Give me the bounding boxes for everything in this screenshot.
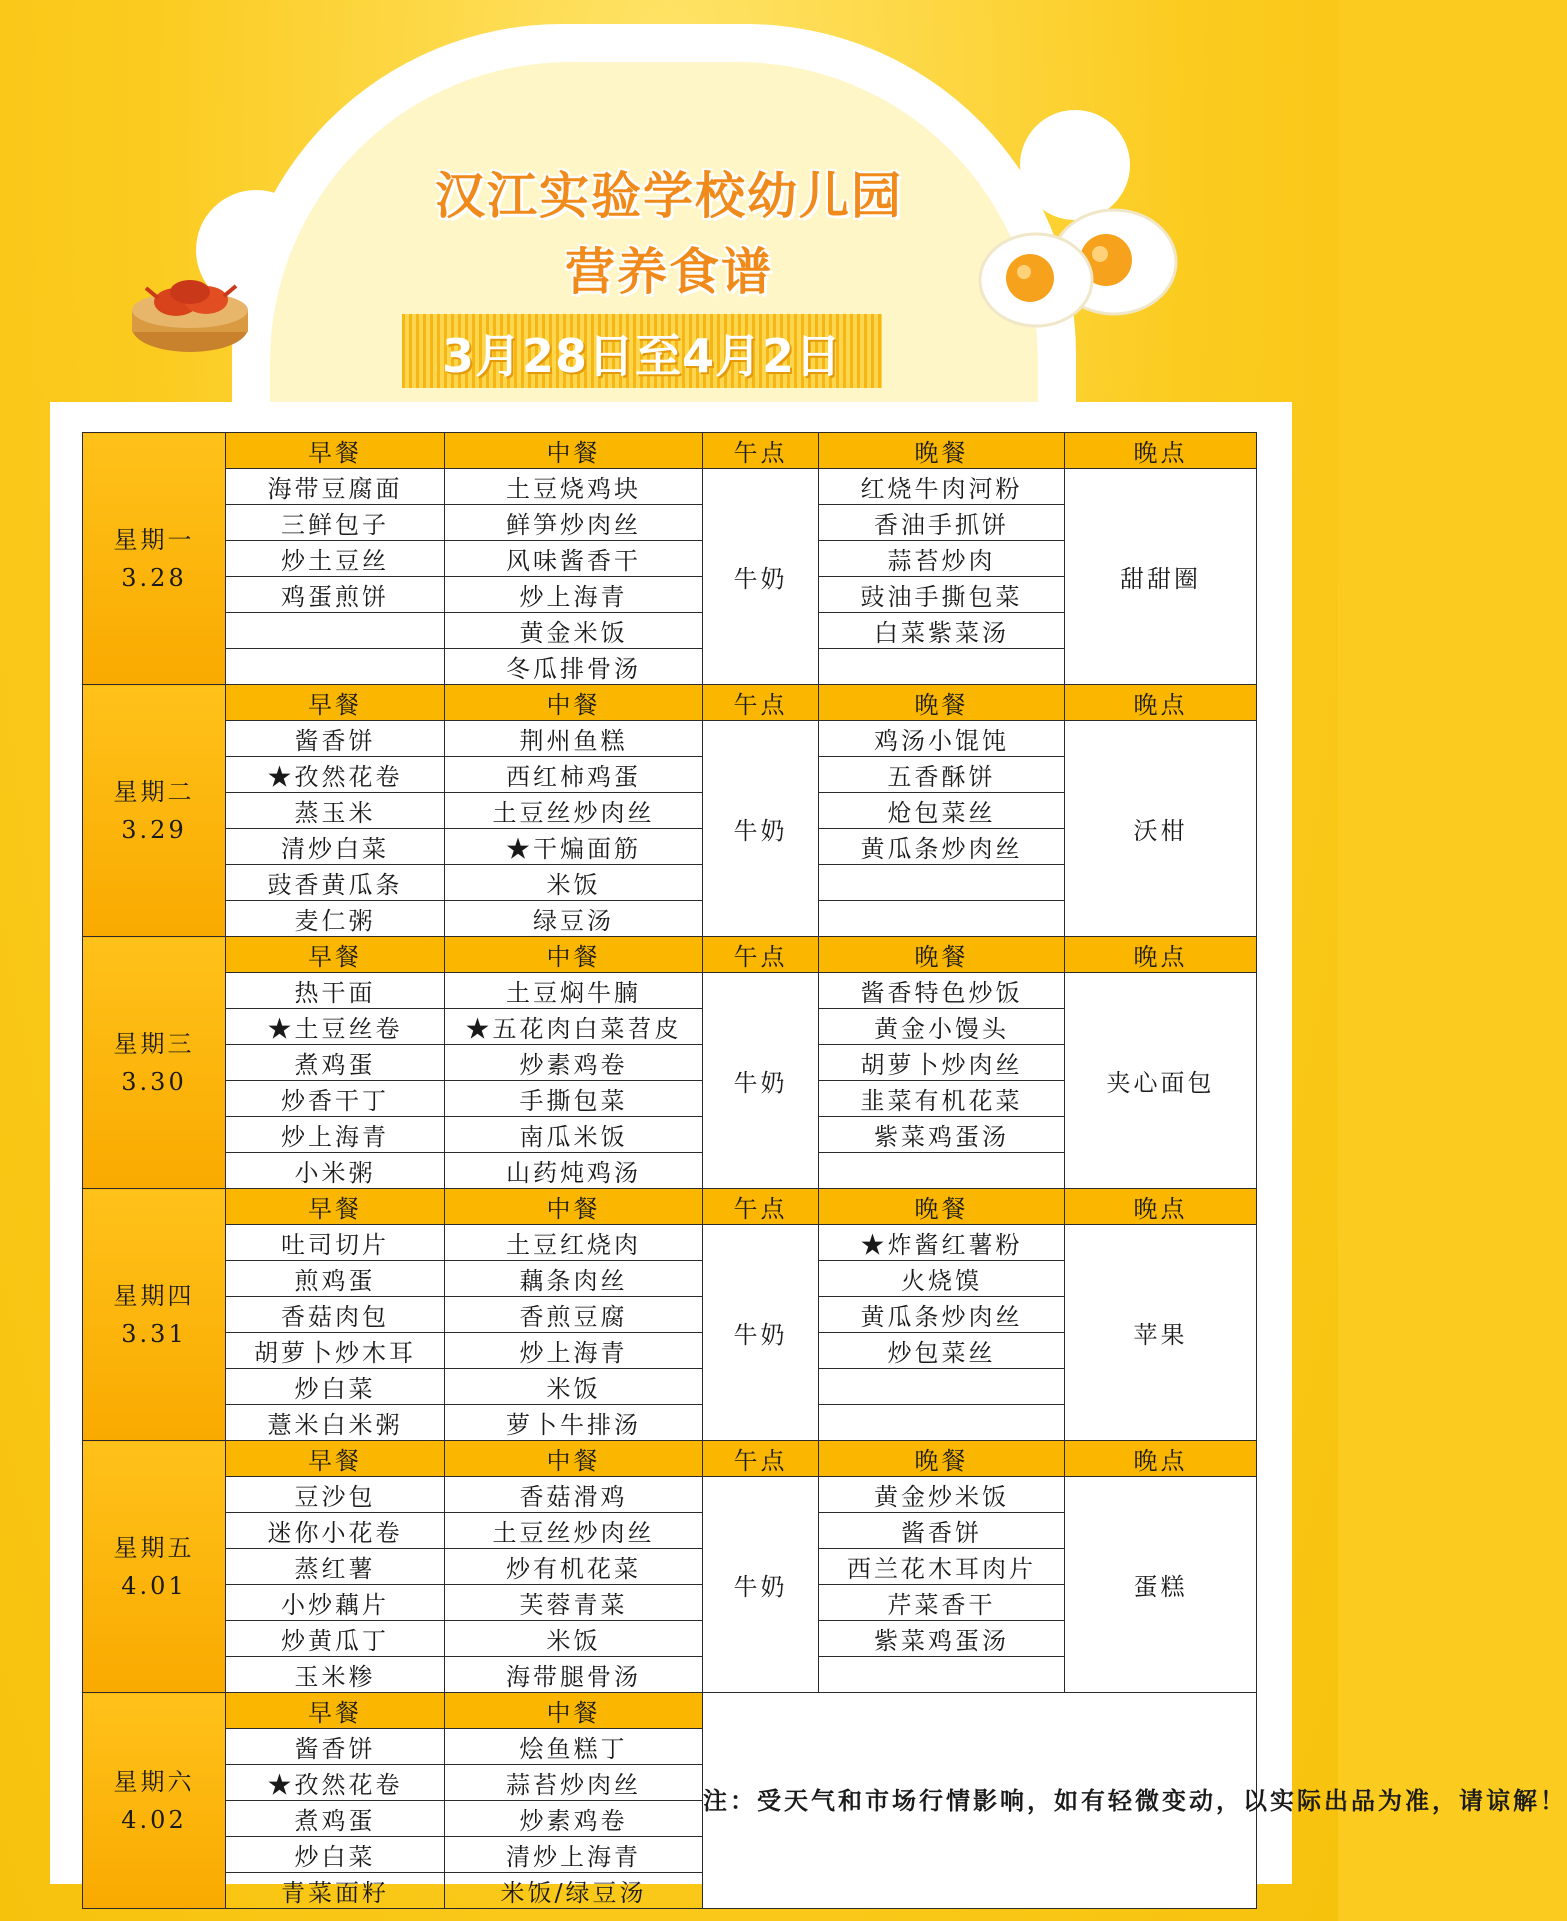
- header-evening-snack: 晚点: [1065, 937, 1257, 973]
- crab-basket-icon: [128, 258, 252, 358]
- table-row: [83, 973, 1257, 1009]
- dinner-item: 黄瓜条炒肉丝: [819, 829, 1065, 865]
- lunch-item: 清炒上海青: [445, 1837, 703, 1873]
- lunch-item: 炒素鸡卷: [445, 1801, 703, 1837]
- dinner-item: 酱香特色炒饭: [819, 973, 1065, 1009]
- dinner-item: [819, 649, 1065, 685]
- dinner-item: [819, 1153, 1065, 1189]
- dinner-item: 鸡汤小馄饨: [819, 721, 1065, 757]
- weekday: 星期五: [113, 1533, 195, 1562]
- lunch-item: 芙蓉青菜: [445, 1585, 703, 1621]
- breakfast-item: 吐司切片: [226, 1225, 445, 1261]
- breakfast-item: 麦仁粥: [226, 901, 445, 937]
- egg-icon: [974, 206, 1184, 332]
- header-breakfast: 早餐: [226, 685, 445, 721]
- lunch-item: 烩鱼糕丁: [445, 1729, 703, 1765]
- lunch-item: ★五花肉白菜苕皮: [445, 1009, 703, 1045]
- meal-header-row: [83, 685, 1257, 721]
- dinner-item: 胡萝卜炒肉丝: [819, 1045, 1065, 1081]
- lunch-item: 米饭: [445, 1621, 703, 1657]
- dinner-item: [819, 865, 1065, 901]
- breakfast-item: [226, 613, 445, 649]
- meal-header-row: [83, 1441, 1257, 1477]
- day-date: 4.02: [121, 1805, 187, 1834]
- header-noon-snack: 午点: [703, 685, 819, 721]
- header-breakfast: 早餐: [226, 1693, 445, 1729]
- day-label: [83, 433, 226, 685]
- breakfast-item: ★土豆丝卷: [226, 1009, 445, 1045]
- day-label: [83, 937, 226, 1189]
- header-lunch: 中餐: [445, 1693, 703, 1729]
- breakfast-item: 煮鸡蛋: [226, 1801, 445, 1837]
- header-lunch: 中餐: [445, 937, 703, 973]
- breakfast-item: 薏米白米粥: [226, 1405, 445, 1441]
- dinner-item: 紫菜鸡蛋汤: [819, 1621, 1065, 1657]
- lunch-item: 炒素鸡卷: [445, 1045, 703, 1081]
- weekday: 星期二: [113, 777, 195, 806]
- evening-snack: 蛋糕: [1065, 1477, 1257, 1693]
- lunch-item: 土豆丝炒肉丝: [445, 793, 703, 829]
- breakfast-item: 三鲜包子: [226, 505, 445, 541]
- dinner-item: 蒜苔炒肉: [819, 541, 1065, 577]
- header-noon-snack: 午点: [703, 937, 819, 973]
- breakfast-item: 蒸玉米: [226, 793, 445, 829]
- dinner-item: [819, 901, 1065, 937]
- page-title: 汉江实验学校幼儿园: [435, 167, 903, 225]
- dinner-item: 紫菜鸡蛋汤: [819, 1117, 1065, 1153]
- table-row: [83, 721, 1257, 757]
- day-date: 3.29: [121, 815, 187, 844]
- dinner-item: 芹菜香干: [819, 1585, 1065, 1621]
- breakfast-item: 炒白菜: [226, 1369, 445, 1405]
- meal-header-row: [83, 1189, 1257, 1225]
- noon-snack: 牛奶: [703, 973, 819, 1189]
- page-subtitle: 营养食谱: [565, 243, 773, 301]
- lunch-item: 萝卜牛排汤: [445, 1405, 703, 1441]
- day-date: 3.30: [121, 1067, 187, 1096]
- breakfast-item: 香菇肉包: [226, 1297, 445, 1333]
- breakfast-item: 小米粥: [226, 1153, 445, 1189]
- breakfast-item: [226, 649, 445, 685]
- dinner-item: 豉油手撕包菜: [819, 577, 1065, 613]
- breakfast-item: 炒上海青: [226, 1117, 445, 1153]
- dinner-item: 红烧牛肉河粉: [819, 469, 1065, 505]
- meal-header-row: [83, 1693, 1257, 1729]
- dinner-item: 香油手抓饼: [819, 505, 1065, 541]
- dinner-item: 炝包菜丝: [819, 793, 1065, 829]
- breakfast-item: ★孜然花卷: [226, 1765, 445, 1801]
- menu-table: [82, 432, 1567, 1909]
- lunch-item: 西红柿鸡蛋: [445, 757, 703, 793]
- table-row: [83, 1225, 1257, 1261]
- dinner-item: 西兰花木耳肉片: [819, 1549, 1065, 1585]
- dinner-item: 五香酥饼: [819, 757, 1065, 793]
- day-label: [83, 1441, 226, 1693]
- lunch-item: 黄金米饭: [445, 613, 703, 649]
- dinner-item: 黄瓜条炒肉丝: [819, 1297, 1065, 1333]
- lunch-item: 炒上海青: [445, 1333, 703, 1369]
- dinner-item: 韭菜有机花菜: [819, 1081, 1065, 1117]
- header-evening-snack: 晚点: [1065, 1441, 1257, 1477]
- breakfast-item: 蒸红薯: [226, 1549, 445, 1585]
- day-label: [83, 1189, 226, 1441]
- breakfast-item: 热干面: [226, 973, 445, 1009]
- header-lunch: 中餐: [445, 1189, 703, 1225]
- lunch-item: 手撕包菜: [445, 1081, 703, 1117]
- header-dinner: 晚餐: [819, 1189, 1065, 1225]
- lunch-item: 鲜笋炒肉丝: [445, 505, 703, 541]
- lunch-item: 藕条肉丝: [445, 1261, 703, 1297]
- meal-header-row: [83, 937, 1257, 973]
- breakfast-item: 玉米糁: [226, 1657, 445, 1693]
- lunch-item: 米饭/绿豆汤: [445, 1873, 703, 1909]
- dinner-item: [819, 1369, 1065, 1405]
- meal-header-row: [83, 433, 1257, 469]
- breakfast-item: ★孜然花卷: [226, 757, 445, 793]
- lunch-item: 山药炖鸡汤: [445, 1153, 703, 1189]
- lunch-item: 土豆丝炒肉丝: [445, 1513, 703, 1549]
- header-lunch: 中餐: [445, 433, 703, 469]
- weekday: 星期一: [113, 525, 195, 554]
- noon-snack: 牛奶: [703, 1225, 819, 1441]
- breakfast-item: 豆沙包: [226, 1477, 445, 1513]
- dinner-item: ★炸酱红薯粉: [819, 1225, 1065, 1261]
- lunch-item: 土豆焖牛腩: [445, 973, 703, 1009]
- dinner-item: 白菜紫菜汤: [819, 613, 1065, 649]
- breakfast-item: 青菜面籽: [226, 1873, 445, 1909]
- header-evening-snack: 晚点: [1065, 433, 1257, 469]
- header-dinner: 晚餐: [819, 433, 1065, 469]
- breakfast-item: 豉香黄瓜条: [226, 865, 445, 901]
- header-dinner: 晚餐: [819, 685, 1065, 721]
- header-breakfast: 早餐: [226, 937, 445, 973]
- table-row: [83, 469, 1257, 505]
- lunch-item: 土豆烧鸡块: [445, 469, 703, 505]
- day-date: 4.01: [121, 1571, 187, 1600]
- breakfast-item: 海带豆腐面: [226, 469, 445, 505]
- lunch-item: 绿豆汤: [445, 901, 703, 937]
- header-evening-snack: 晚点: [1065, 685, 1257, 721]
- breakfast-item: 小炒藕片: [226, 1585, 445, 1621]
- header-breakfast: 早餐: [226, 1441, 445, 1477]
- header-evening-snack: 晚点: [1065, 1189, 1257, 1225]
- dinner-item: 黄金小馒头: [819, 1009, 1065, 1045]
- dinner-item: 火烧馍: [819, 1261, 1065, 1297]
- day-date: 3.28: [121, 563, 187, 592]
- lunch-item: 荆州鱼糕: [445, 721, 703, 757]
- date-range: 3月28日至4月2日: [441, 329, 843, 383]
- noon-snack: 牛奶: [703, 721, 819, 937]
- day-date: 3.31: [121, 1319, 187, 1348]
- lunch-item: 米饭: [445, 1369, 703, 1405]
- lunch-item: 炒有机花菜: [445, 1549, 703, 1585]
- noon-snack: 牛奶: [703, 469, 819, 685]
- header-noon-snack: 午点: [703, 1189, 819, 1225]
- lunch-item: 香菇滑鸡: [445, 1477, 703, 1513]
- breakfast-item: 鸡蛋煎饼: [226, 577, 445, 613]
- dinner-item: [819, 1657, 1065, 1693]
- evening-snack: 甜甜圈: [1065, 469, 1257, 685]
- header-dinner: 晚餐: [819, 937, 1065, 973]
- breakfast-item: 炒白菜: [226, 1837, 445, 1873]
- breakfast-item: 胡萝卜炒木耳: [226, 1333, 445, 1369]
- day-label: [83, 685, 226, 937]
- lunch-item: 海带腿骨汤: [445, 1657, 703, 1693]
- header-lunch: 中餐: [445, 685, 703, 721]
- breakfast-item: 煮鸡蛋: [226, 1045, 445, 1081]
- lunch-item: 香煎豆腐: [445, 1297, 703, 1333]
- weekday: 星期三: [113, 1029, 195, 1058]
- menu-table-wrap: [82, 432, 1567, 1907]
- header-dinner: 晚餐: [819, 1441, 1065, 1477]
- noon-snack: 牛奶: [703, 1477, 819, 1693]
- day-label: [83, 1693, 226, 1909]
- lunch-item: 风味酱香干: [445, 541, 703, 577]
- evening-snack: 苹果: [1065, 1225, 1257, 1441]
- lunch-item: 土豆红烧肉: [445, 1225, 703, 1261]
- lunch-item: 南瓜米饭: [445, 1117, 703, 1153]
- breakfast-item: 炒土豆丝: [226, 541, 445, 577]
- dinner-item: [819, 1405, 1065, 1441]
- header-breakfast: 早餐: [226, 433, 445, 469]
- header-noon-snack: 午点: [703, 433, 819, 469]
- breakfast-item: 清炒白菜: [226, 829, 445, 865]
- weekday: 星期四: [113, 1281, 195, 1310]
- evening-snack: 夹心面包: [1065, 973, 1257, 1189]
- breakfast-item: 炒香干丁: [226, 1081, 445, 1117]
- weekday: 星期六: [113, 1767, 195, 1796]
- breakfast-item: 煎鸡蛋: [226, 1261, 445, 1297]
- lunch-item: 炒上海青: [445, 577, 703, 613]
- breakfast-item: 酱香饼: [226, 1729, 445, 1765]
- header-breakfast: 早餐: [226, 1189, 445, 1225]
- table-row: [83, 1477, 1257, 1513]
- lunch-item: 蒜苔炒肉丝: [445, 1765, 703, 1801]
- lunch-item: 米饭: [445, 865, 703, 901]
- header-noon-snack: 午点: [703, 1441, 819, 1477]
- dinner-item: 酱香饼: [819, 1513, 1065, 1549]
- notice-text: 注：受天气和市场行情影响，如有轻微变动，以实际出品为准，请谅解！: [703, 1693, 1257, 1909]
- breakfast-item: 酱香饼: [226, 721, 445, 757]
- breakfast-item: 炒黄瓜丁: [226, 1621, 445, 1657]
- dinner-item: 黄金炒米饭: [819, 1477, 1065, 1513]
- lunch-item: 冬瓜排骨汤: [445, 649, 703, 685]
- evening-snack: 沃柑: [1065, 721, 1257, 937]
- header-lunch: 中餐: [445, 1441, 703, 1477]
- lunch-item: ★干煸面筋: [445, 829, 703, 865]
- dinner-item: 炒包菜丝: [819, 1333, 1065, 1369]
- breakfast-item: 迷你小花卷: [226, 1513, 445, 1549]
